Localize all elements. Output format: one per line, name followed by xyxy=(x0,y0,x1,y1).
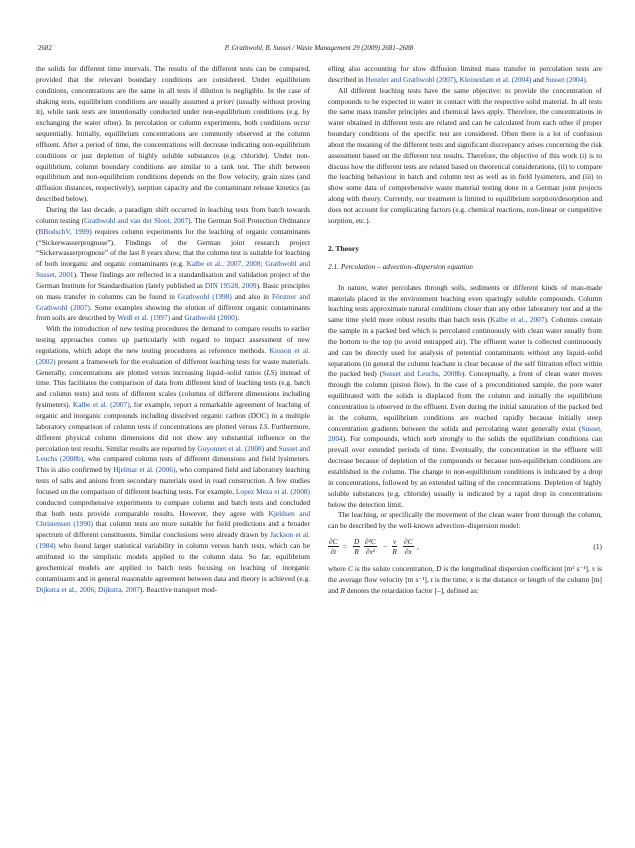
paragraph: With the introduction of new testing procedures the demand to compare results to earlier testing approaches comes up particularly with regard to impact assessment of new regulations, which adopt the new testing procedures as reference methods. Kosson et al. (2002) present a framework for the evaluation of different leaching tests for waste materials. Generally, concentrations are plotted versus increasing liquid–solid ratios (LS) instead of time. This facilitates the comparison of data from different kind of leaching tests (e.g. batch and column tests) and tests of different scales (columns of different dimensions including lysimeters). Kalbe et al. (2007), for example, report a remarkable agreement of leaching of organic and inorganic compounds including dissolved organic carbon (DOC) in a multiple laboratory comparison of column tests if concentrations are plotted versus LS. Furthermore, different physical column dimensions did not show any substantial influence on the percolation test results. Similar results are reported by Guyonnet et al. (2008) and Susset and Leuchs (2008b), who compared column tests of different dimensions and field lysimeters. This is also confirmed by Hjelmar et al. (2006), who compared field and laboratory leaching tests of salts and anions from secondary materials used in road construction. A few studies focused on the comparison of different leaching tests. For example, Lopez Meza et al. (2008) conducted comprehensive experiments to compare column and batch tests and concluded that both tests provide comparable results. However, they agree with Kjeldsen and Christensen (1990) that column tests are more suitable for field predictions and a broader spectrum of different constituents. Similar conclusions were already drawn by Jackson et al. (1984) who found larger statistical variability in column versus batch tests, which can be attributed to the simplistic models applied to the column data. So far, equilibrium geochemical models are applied to batch tests focusing on leaching of inorganic contaminants and in general reasonable agreement between data and theory is achieved (e.g. Dijkstra et al., 2006; Dijkstra, 2007). Reactive transport mod- xyxy=(36,324,311,594)
citation-link[interactable]: Henzler and Grathwohl (2007) xyxy=(365,74,456,84)
citation-link[interactable]: Dijkstra et al., 2006; Dijkstra, 2007 xyxy=(36,584,141,594)
citation-link[interactable]: Kalbe et al., 2007, 2008; Grathwohl and Susset, 2001 xyxy=(36,259,310,280)
citation-link[interactable]: Kalbe et al., 2007 xyxy=(490,315,545,325)
equation-number: (1) xyxy=(593,542,602,552)
italic-text: C xyxy=(347,564,353,574)
italic-text: D xyxy=(436,564,442,574)
citation-link[interactable]: Susset (2004) xyxy=(545,74,586,84)
equation-operator: − xyxy=(383,542,388,552)
left-column xyxy=(36,64,310,595)
citation-link[interactable]: Grathwohl (2000) xyxy=(184,313,238,323)
paragraph: elling also accounting for slow diffusion limited mass transfer in percolation tests are described in Henzler and Grathwohl (2007), Kleineidam et al. (2004) and Susset (2004). xyxy=(328,64,602,84)
italic-text: LS xyxy=(259,421,268,431)
equation-fraction: $\frac{\partial C}{\partial x}$ xyxy=(404,537,413,557)
running-head xyxy=(38,42,600,54)
paragraph: In nature, water percolates through soils, sediments or different kinds of man-made materials placed in the environment leaching even sparingly soluble compounds. Column leaching tests approximate natural conditions closer than any other laboratory test and at the same time yield more robust results than batch tests (Kalbe et al., 2007). Columns contain the sample in a packed bed which is percolated continuously with clean water usually from the bottom to the top (to avoid entrapped air). The effluent water is collected continuously and can be directly used for analysis of potential contaminants without any liquid–solid separations (in general the column leachate is clear because of the self filtration effect within the packed bed) (Susset and Leuchs, 2008b). Conceptually, a front of clean water moves through the column (piston flow). In the case of a preconditioned sample, the pore water equilibrated with the solids is displaced from the column and initially the equilibrium concentration is observed in the effluent. Even during the initial saturation of the packed bed in the column, equilibrium conditions are reached rapidly because initially steep concentration gradients between the solids and percolating water generally exist (Susset, 2004). For compounds, which sorb strongly to the solids the equilibrium conditions can prevail over extended periods of time. Eventually, the concentration in the effluent will decrease because of depletion of the compounds or because non-equilibrium conditions are established in the column. The change to non-equilibrium conditions is indicated by a drop in concentrations, followed by an extended tailing of the concentrations. Depletion of highly soluble substances (e.g. chloride) usually is indicated by a rapid drop in concentrations below the detection limit. xyxy=(328,282,602,509)
page-number: 2682 xyxy=(38,44,52,52)
journal-citation-line: P. Grathwohl, B. Susset / Waste Management 29 (2009) 2681–2688 xyxy=(224,44,414,52)
citation-link[interactable]: Kleineidam et al. (2004) xyxy=(459,74,532,84)
italic-text: v xyxy=(591,564,596,574)
citation-link[interactable]: Kalbe et al. (2007) xyxy=(72,400,130,410)
equation-operator: , xyxy=(417,542,419,552)
citation-link[interactable]: Lopez Meza et al. (2008) xyxy=(235,486,310,496)
citation-link[interactable]: Susset, 2004 xyxy=(328,423,602,444)
equation-fraction: $\frac{\text{∂²C}}{\text{∂x²}}$ xyxy=(365,537,376,557)
citation-link[interactable]: Susset and Leuchs (2008b) xyxy=(36,443,310,464)
section-heading: 2. Theory xyxy=(328,243,360,253)
paragraph: During the last decade, a paradigm shift occurred in leaching tests from batch towards column testing (Grathwohl and van der Sloot, 2007). The German Soil Protection Ordinance (BBodschV, 1999) requires column experiments for the leaching of organic contaminants (“Sickerwasserprognose”). Findings of the German joint research project “Sickerwasserprognose” of the last 8 years show, that the column test is suitable for leaching of both inorganic and organic contaminants (e.g. Kalbe et al., 2007, 2008; Grathwohl and Susset, 2001). These findings are reflected in a standardisation and validation project of the German Institute for Standardisation (lately published as DIN 19528, 2009). Basic principles on mass transfer in columns can be found in Grathwohl (1998) and also in Förstner and Grathwohl (2007). Some examples showing the elution of different organic contaminants from soils are described by Weiß et al. (1997) and Grathwohl (2000). xyxy=(36,204,311,323)
italic-text: LS xyxy=(266,367,275,377)
italic-text: t xyxy=(430,574,433,584)
citation-link[interactable]: Susset and Leuchs, 2008b xyxy=(382,369,462,379)
right-column xyxy=(328,64,602,597)
citation-link[interactable]: Grathwohl and van der Sloot, 2007 xyxy=(84,215,189,225)
citation-link[interactable]: Grathwohl (1998) xyxy=(177,291,232,301)
equation-fraction: $\frac{D}{R}$ xyxy=(354,537,360,557)
citation-link[interactable]: Hjelmar et al. (2006) xyxy=(113,465,176,475)
italic-text: x xyxy=(469,574,474,584)
citation-link[interactable]: Weiß et al. (1997) xyxy=(117,313,171,323)
advection-dispersion-equation xyxy=(328,537,602,559)
italic-text: R xyxy=(340,585,345,595)
citation-link[interactable]: Jackson et al. (1984) xyxy=(36,530,311,551)
equation-fraction: $\frac{\partial C}{\partial t}$ xyxy=(329,537,338,557)
paragraph: where C is the solute concentration, D is the longitudinal dispersion coefficient [m² s⁻¹], v is the average flow velocity [m s⁻¹], t is the time, x is the distance or length of the column [m] and R denotes the retardation factor [–], defined as: xyxy=(328,564,602,595)
italic-text: a priori xyxy=(210,96,234,106)
subsection-heading: 2.1. Percolation – advection–dispersion equation xyxy=(328,261,473,271)
paragraph: The leaching, or specifically the movement of the clean water front through the column, can be described by the well-known advection–dispersion model: xyxy=(328,510,602,531)
citation-link[interactable]: Kjeldsen and Christensen (1990) xyxy=(36,508,311,529)
citation-link[interactable]: BBodschV, 1999 xyxy=(38,226,90,236)
paragraph: the solids for different time intervals. The results of the different tests can be compared, provided that the relevant boundary conditions are considered. Under equilibrium conditions, concentrations are the same in all tests if dilution is negligible. In the case of shaking tests, equilibrium conditions are usually assumed a priori (usually without proving it), while tank tests are intentionally conducted under non-equilibrium conditions (e.g. by exchanging the water often). In percolation or column experiments, both conditions occur sequentially. Initially, equilibrium concentrations are commonly observed at the column effluent. After a period of time, the concentrations will decrease indicating non-equilibrium conditions or just depletion of highly soluble substances (e.g. chloride). Under non-equilibrium, column boundary conditions are similar to a tank test. The shift between equilibrium and non-equilibrium conditions depends on the flow velocity, grain sizes (and diffusion distances, respectively), sorption capacity and the contaminant release kinetics (as described below). xyxy=(36,64,311,204)
citation-link[interactable]: Kosson et al. (2002) xyxy=(36,345,310,366)
paragraph: All different leaching tests have the same objective: to provide the concentration of compounds to be expected in water in contact with the respective solid material. In all tests the same mass transfer principles and chemical laws apply. Therefore, the concentrations in water obtained in different tests are related and can be calculated from each other if proper boundary conditions of the specific test are considered. Often there is a lot of confusion about the meaning of the different tests and significant discrepancy arises concerning the risk assessment based on the different test results. Therefore, the objective of this work (i) is to discuss how the different tests are related based on theoretical considerations, (ii) to compare the leaching behaviour in batch and column test as well as in field lysimeters, and (iii) to show some data of comprehensive waste material testing done in a German joint projects along with theory. Currently, our treatment is limited to equilibrium sorption/desorption and does not account for complicating factors (e.g. chemical reactions, non-linear or competitive sorption, etc.). xyxy=(328,85,602,225)
citation-link[interactable]: Guyonnet et al. (2008) xyxy=(197,443,265,453)
citation-link[interactable]: Förstner and Grathwohl (2007) xyxy=(36,291,311,312)
equation-operator: = xyxy=(343,542,348,552)
equation-fraction: $\frac{v}{R}$ xyxy=(392,537,397,557)
citation-link[interactable]: DIN 19528, 2009 xyxy=(204,280,257,290)
